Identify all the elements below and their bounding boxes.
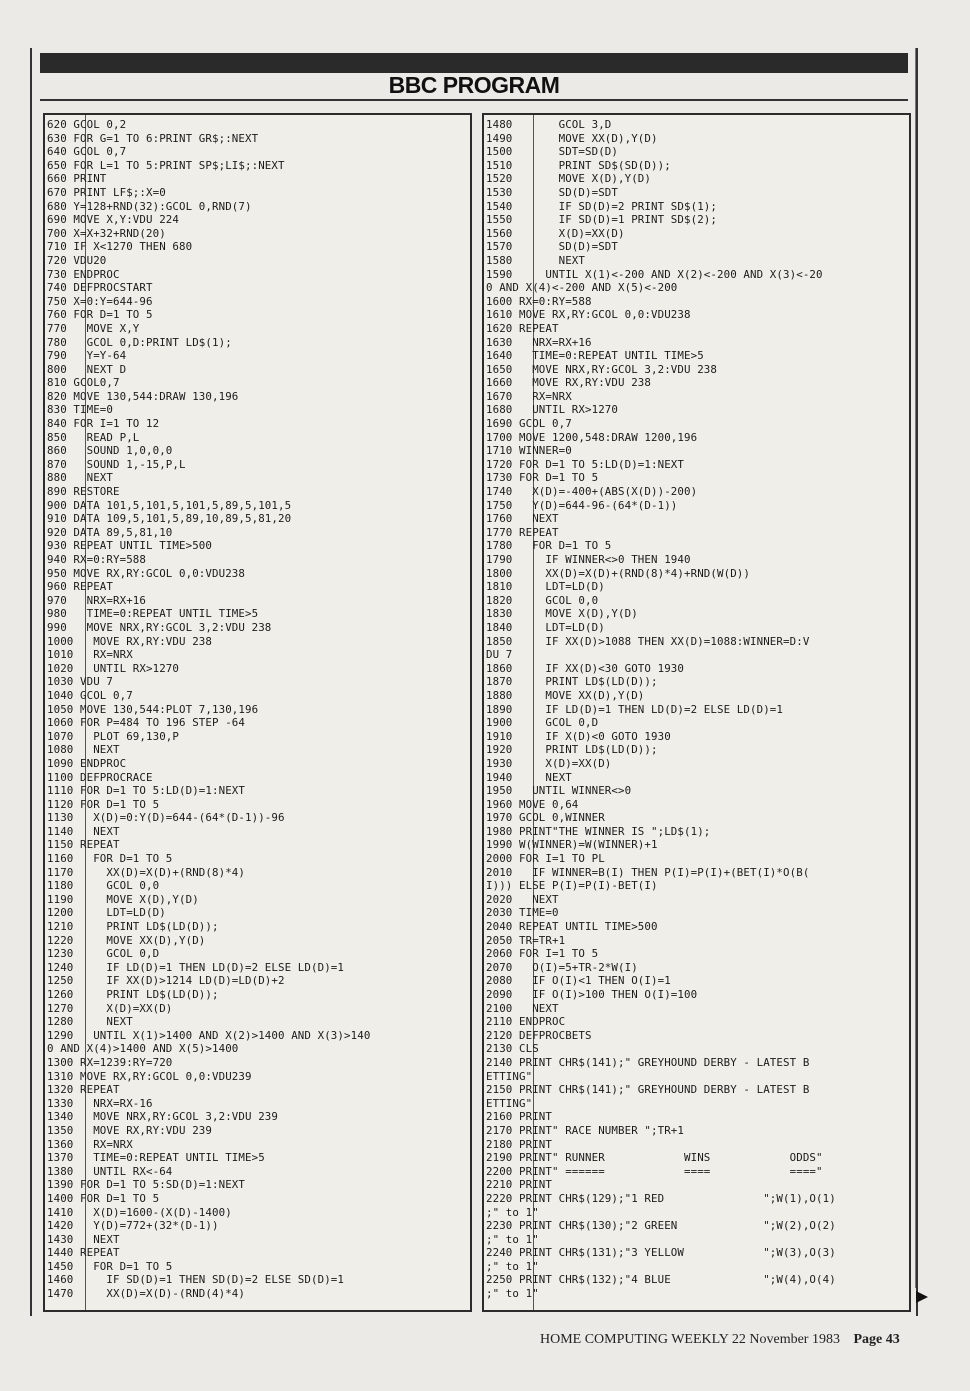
code-line: 1050 MOVE 130,544:PLOT 7,130,196 (47, 702, 259, 716)
code-line: 1870 PRINT LD$(LD(D)); (486, 675, 658, 689)
code-line: 1630 NRX=RX+16 (486, 335, 592, 349)
code-line: 1930 X(D)=XX(D) (486, 756, 612, 770)
code-line: 1290 UNTIL X(1)>1400 AND X(2)>1400 AND X(3)>140 (47, 1028, 371, 1042)
code-line: 1160 FOR D=1 TO 5 (47, 852, 173, 866)
code-line: 0 AND X(4)>1400 AND X(5)>1400 (47, 1042, 239, 1056)
code-line: 1880 MOVE XX(D),Y(D) (486, 688, 645, 702)
code-line: 1660 MOVE RX,RY:VDU 238 (486, 376, 652, 390)
code-line: ;" to 1" (486, 1232, 539, 1246)
code-line: 870 SOUND 1,-15,P,L (47, 457, 186, 471)
code-line: 750 X=0:Y=644-96 (47, 294, 153, 308)
code-line: 1510 PRINT SD$(SD(D)); (486, 158, 671, 172)
code-line: 1740 X(D)=-400+(ABS(X(D))-200) (486, 485, 698, 499)
code-line: 1390 FOR D=1 TO 5:SD(D)=1:NEXT (47, 1178, 246, 1192)
code-line: 1550 IF SD(D)=1 PRINT SD$(2); (486, 213, 718, 227)
code-line: 1570 SD(D)=SDT (486, 240, 619, 254)
code-line: 930 REPEAT UNTIL TIME>500 (47, 539, 213, 553)
code-line: DU 7 (486, 648, 513, 662)
code-line: 1350 MOVE RX,RY:VDU 239 (47, 1123, 213, 1137)
code-line: 1980 PRINT"THE WINNER IS ";LD$(1); (486, 824, 711, 838)
code-line: 1730 FOR D=1 TO 5 (486, 471, 599, 485)
code-line: 1150 REPEAT (47, 838, 120, 852)
code-line: 790 Y=Y-64 (47, 349, 127, 363)
code-line: 1230 GCOL 0,D (47, 947, 160, 961)
code-line: 950 MOVE RX,RY:GCOL 0,0:VDU238 (47, 566, 246, 580)
code-line: 1970 GCOL 0,WINNER (486, 811, 605, 825)
code-line: 1020 UNTIL RX>1270 (47, 661, 180, 675)
code-line: 2180 PRINT (486, 1137, 553, 1151)
code-line: 890 RESTORE (47, 485, 120, 499)
code-line: 880 NEXT (47, 471, 114, 485)
code-line: 2150 PRINT CHR$(141);" GREYHOUND DERBY - LATEST B (486, 1083, 810, 1097)
code-line: 1360 RX=NRX (47, 1137, 133, 1151)
code-line: 2060 FOR I=1 TO 5 (486, 947, 599, 961)
code-line: 1210 PRINT LD$(LD(D)); (47, 920, 219, 934)
code-line: 1590 UNTIL X(1)<-200 AND X(2)<-200 AND X(3)<-20 (486, 267, 823, 281)
code-line: 1760 NEXT (486, 512, 559, 526)
code-line: 660 PRINT (47, 172, 107, 186)
code-line: 1540 IF SD(D)=2 PRINT SD$(1); (486, 199, 718, 213)
code-line: 1620 REPEAT (486, 321, 559, 335)
code-line: ;" to 1" (486, 1205, 539, 1219)
page-footer (540, 1332, 910, 1348)
code-line: 1810 LDT=LD(D) (486, 580, 605, 594)
code-line: 730 ENDPROC (47, 267, 120, 281)
code-line: 1220 MOVE XX(D),Y(D) (47, 933, 206, 947)
code-line: 1820 GCOL 0,0 (486, 593, 599, 607)
code-line: 1500 SDT=SD(D) (486, 145, 619, 159)
code-line: 1480 GCOL 3,D (486, 118, 612, 131)
code-line: 2160 PRINT (486, 1110, 553, 1124)
code-line: 1840 LDT=LD(D) (486, 620, 605, 634)
listing-column-left (43, 113, 472, 1312)
code-line: 1890 IF LD(D)=1 THEN LD(D)=2 ELSE LD(D)=1 (486, 702, 784, 716)
code-line: 1190 MOVE X(D),Y(D) (47, 892, 199, 906)
code-listing-left (47, 118, 468, 1301)
code-line: 1090 ENDPROC (47, 756, 127, 770)
code-line: 680 Y=128+RND(32):GCOL 0,RND(7) (47, 199, 252, 213)
code-line: 1750 Y(D)=644-96-(64*(D-1)) (486, 498, 678, 512)
code-line: 1280 NEXT (47, 1015, 133, 1029)
code-line: 2040 REPEAT UNTIL TIME>500 (486, 920, 658, 934)
code-line: 1130 X(D)=0:Y(D)=644-(64*(D-1))-96 (47, 811, 285, 825)
code-line: 2220 PRINT CHR$(129);"1 RED ";W(1),O(1) (486, 1191, 836, 1205)
code-line: 2100 NEXT (486, 1001, 559, 1015)
code-line: 910 DATA 109,5,101,5,89,10,89,5,81,20 (47, 512, 292, 526)
code-line: 2110 ENDPROC (486, 1015, 566, 1029)
code-line: 1110 FOR D=1 TO 5:LD(D)=1:NEXT (47, 784, 246, 798)
code-line: 860 SOUND 1,0,0,0 (47, 444, 173, 458)
code-line: ETTING" (486, 1096, 533, 1110)
code-line: 1640 TIME=0:REPEAT UNTIL TIME>5 (486, 349, 704, 363)
code-line: 1960 MOVE 0,64 (486, 797, 579, 811)
code-line: 640 GCOL 0,7 (47, 145, 127, 159)
code-line: 1240 IF LD(D)=1 THEN LD(D)=2 ELSE LD(D)=1 (47, 960, 345, 974)
code-line: 1030 VDU 7 (47, 675, 114, 689)
code-line: 1490 MOVE XX(D),Y(D) (486, 131, 658, 145)
code-line: 710 IF X<1270 THEN 680 (47, 240, 193, 254)
code-line: 1340 MOVE NRX,RY:GCOL 3,2:VDU 239 (47, 1110, 279, 1124)
code-line: 920 DATA 89,5,81,10 (47, 525, 173, 539)
code-line: 1320 REPEAT (47, 1083, 120, 1097)
code-line: 1420 Y(D)=772+(32*(D-1)) (47, 1219, 219, 1233)
code-line: 1440 REPEAT (47, 1246, 120, 1260)
code-line: 1400 FOR D=1 TO 5 (47, 1191, 160, 1205)
code-line: 1650 MOVE NRX,RY:GCOL 3,2:VDU 238 (486, 362, 718, 376)
code-line: 800 NEXT D (47, 362, 127, 376)
code-line: 2000 FOR I=1 TO PL (486, 852, 605, 866)
code-line: 2050 TR=TR+1 (486, 933, 566, 947)
code-line: 670 PRINT LF$;:X=0 (47, 185, 166, 199)
code-line: 1270 X(D)=XX(D) (47, 1001, 173, 1015)
code-line: 2080 IF O(I)<1 THEN O(I)=1 (486, 974, 671, 988)
code-line: I))) ELSE P(I)=P(I)-BET(I) (486, 879, 658, 893)
code-line: 1950 UNTIL WINNER<>0 (486, 784, 632, 798)
code-line: 830 TIME=0 (47, 403, 114, 417)
code-line: 1990 W(WINNER)=W(WINNER)+1 (486, 838, 658, 852)
code-line: 760 FOR D=1 TO 5 (47, 308, 153, 322)
code-line: 2210 PRINT (486, 1178, 553, 1192)
code-line: 1070 PLOT 69,130,P (47, 729, 180, 743)
code-line: 1600 RX=0:RY=588 (486, 294, 592, 308)
page-number: Page 43 (853, 1332, 900, 1347)
code-line: 990 MOVE NRX,RY:GCOL 3,2:VDU 238 (47, 620, 272, 634)
code-line: 2010 IF WINNER=B(I) THEN P(I)=P(I)+(BET(I)*O(B( (486, 865, 810, 879)
code-line: 1790 IF WINNER<>0 THEN 1940 (486, 553, 691, 566)
header-bar (40, 53, 908, 73)
code-line: 1910 IF X(D)<0 GOTO 1930 (486, 729, 671, 743)
code-line: 1920 PRINT LD$(LD(D)); (486, 743, 658, 757)
code-line: 1250 IF XX(D)>1214 LD(D)=LD(D)+2 (47, 974, 285, 988)
code-line: 1300 RX=1239:RY=720 (47, 1055, 173, 1069)
code-line: 1610 MOVE RX,RY:GCOL 0,0:VDU238 (486, 308, 691, 322)
code-line: 2250 PRINT CHR$(132);"4 BLUE ";W(4),O(4) (486, 1273, 836, 1287)
code-line: 840 FOR I=1 TO 12 (47, 417, 160, 431)
code-line: 1200 LDT=LD(D) (47, 906, 166, 920)
code-line: 740 DEFPROCSTART (47, 281, 153, 295)
header-rule (40, 99, 908, 101)
code-line: 820 MOVE 130,544:DRAW 130,196 (47, 389, 239, 403)
code-line: 1860 IF XX(D)<30 GOTO 1930 (486, 661, 685, 675)
publication-info: HOME COMPUTING WEEKLY 22 November 1983 (540, 1332, 840, 1347)
code-line: 2200 PRINT" ====== ==== ====" (486, 1164, 823, 1178)
code-line: 1940 NEXT (486, 770, 572, 784)
code-line: 1170 XX(D)=X(D)+(RND(8)*4) (47, 865, 246, 879)
code-line: 1690 GCOL 0,7 (486, 417, 572, 431)
code-line: 2190 PRINT" RUNNER WINS ODDS" (486, 1151, 823, 1165)
code-line: 620 GCOL 0,2 (47, 118, 127, 131)
code-line: 1180 GCOL 0,0 (47, 879, 160, 893)
code-line: 960 REPEAT (47, 580, 114, 594)
code-line: 2090 IF O(I)>100 THEN O(I)=100 (486, 988, 698, 1001)
code-line: 2070 O(I)=5+TR-2*W(I) (486, 960, 638, 974)
code-line: 2020 NEXT (486, 892, 559, 906)
code-line: 900 DATA 101,5,101,5,101,5,89,5,101,5 (47, 498, 292, 512)
code-line: 1430 NEXT (47, 1232, 120, 1246)
code-line: 690 MOVE X,Y:VDU 224 (47, 213, 180, 227)
code-line: 1330 NRX=RX-16 (47, 1096, 153, 1110)
code-line: 1520 MOVE X(D),Y(D) (486, 172, 652, 186)
code-line: 1710 WINNER=0 (486, 444, 572, 458)
code-line: 2030 TIME=0 (486, 906, 559, 920)
code-line: ETTING" (486, 1069, 533, 1083)
code-line: 780 GCOL 0,D:PRINT LD$(1); (47, 335, 232, 349)
code-line: 1310 MOVE RX,RY:GCOL 0,0:VDU239 (47, 1069, 252, 1083)
code-line: 2120 DEFPROCBETS (486, 1028, 592, 1042)
code-line: 1580 NEXT (486, 253, 586, 267)
code-line: 700 X=X+32+RND(20) (47, 226, 166, 240)
page-title: BBC PROGRAM (388, 72, 560, 98)
code-line: 0 AND X(4)<-200 AND X(5)<-200 (486, 281, 678, 295)
code-line: 1770 REPEAT (486, 525, 559, 539)
code-line: ;" to 1" (486, 1287, 539, 1301)
code-line: 1850 IF XX(D)>1088 THEN XX(D)=1088:WINNER=D:V (486, 634, 810, 648)
code-line: 2140 PRINT CHR$(141);" GREYHOUND DERBY - LATEST B (486, 1055, 810, 1069)
code-line: 1060 FOR P=484 TO 196 STEP -64 (47, 716, 246, 730)
continue-arrow-icon (916, 1291, 928, 1303)
code-line: 1100 DEFPROCRACE (47, 770, 153, 784)
code-line: 1560 X(D)=XX(D) (486, 226, 625, 240)
code-line: 970 NRX=RX+16 (47, 593, 147, 607)
code-line: 1700 MOVE 1200,548:DRAW 1200,196 (486, 430, 698, 444)
code-line: 1530 SD(D)=SDT (486, 185, 619, 199)
code-line: ;" to 1" (486, 1259, 539, 1273)
code-line: 1830 MOVE X(D),Y(D) (486, 607, 638, 621)
code-line: 2240 PRINT CHR$(131);"3 YELLOW ";W(3),O(3) (486, 1246, 836, 1260)
code-listing-right (486, 118, 907, 1301)
code-line: 1080 NEXT (47, 743, 120, 757)
code-line: 1040 GCOL 0,7 (47, 688, 133, 702)
code-line: 1780 FOR D=1 TO 5 (486, 539, 612, 553)
code-line: 770 MOVE X,Y (47, 321, 140, 335)
code-line: 2170 PRINT" RACE NUMBER ";TR+1 (486, 1123, 685, 1137)
code-line: 650 FOR L=1 TO 5:PRINT SP$;LI$;:NEXT (47, 158, 285, 172)
listing-column-right (482, 113, 911, 1312)
code-line: 630 FOR G=1 TO 6:PRINT GR$;:NEXT (47, 131, 259, 145)
code-line: 1000 MOVE RX,RY:VDU 238 (47, 634, 213, 648)
code-line: 1120 FOR D=1 TO 5 (47, 797, 160, 811)
code-line: 2230 PRINT CHR$(130);"2 GREEN ";W(2),O(2) (486, 1219, 836, 1233)
code-line: 1370 TIME=0:REPEAT UNTIL TIME>5 (47, 1151, 265, 1165)
code-line: 980 TIME=0:REPEAT UNTIL TIME>5 (47, 607, 259, 621)
page-edge-line (915, 48, 916, 1288)
code-line: 1900 GCOL 0,D (486, 716, 599, 730)
code-line: 1450 FOR D=1 TO 5 (47, 1259, 173, 1273)
code-line: 1680 UNTIL RX>1270 (486, 403, 619, 417)
code-line: 1470 XX(D)=X(D)-(RND(4)*4) (47, 1287, 246, 1301)
code-line: 1010 RX=NRX (47, 648, 133, 662)
code-line: 940 RX=0:RY=588 (47, 553, 147, 566)
code-line: 850 READ P,L (47, 430, 140, 444)
code-line: 1410 X(D)=1600-(X(D)-1400) (47, 1205, 232, 1219)
code-line: 1380 UNTIL RX<-64 (47, 1164, 173, 1178)
code-line: 1260 PRINT LD$(LD(D)); (47, 988, 219, 1001)
code-line: 1800 XX(D)=X(D)+(RND(8)*4)+RND(W(D)) (486, 566, 751, 580)
code-line: 1140 NEXT (47, 824, 120, 838)
code-line: 1460 IF SD(D)=1 THEN SD(D)=2 ELSE SD(D)=1 (47, 1273, 345, 1287)
code-line: 2130 CLS (486, 1042, 539, 1056)
code-line: 1670 RX=NRX (486, 389, 572, 403)
code-line: 720 VDU20 (47, 253, 107, 267)
code-line: 810 GCOL0,7 (47, 376, 120, 390)
code-line: 1720 FOR D=1 TO 5:LD(D)=1:NEXT (486, 457, 685, 471)
